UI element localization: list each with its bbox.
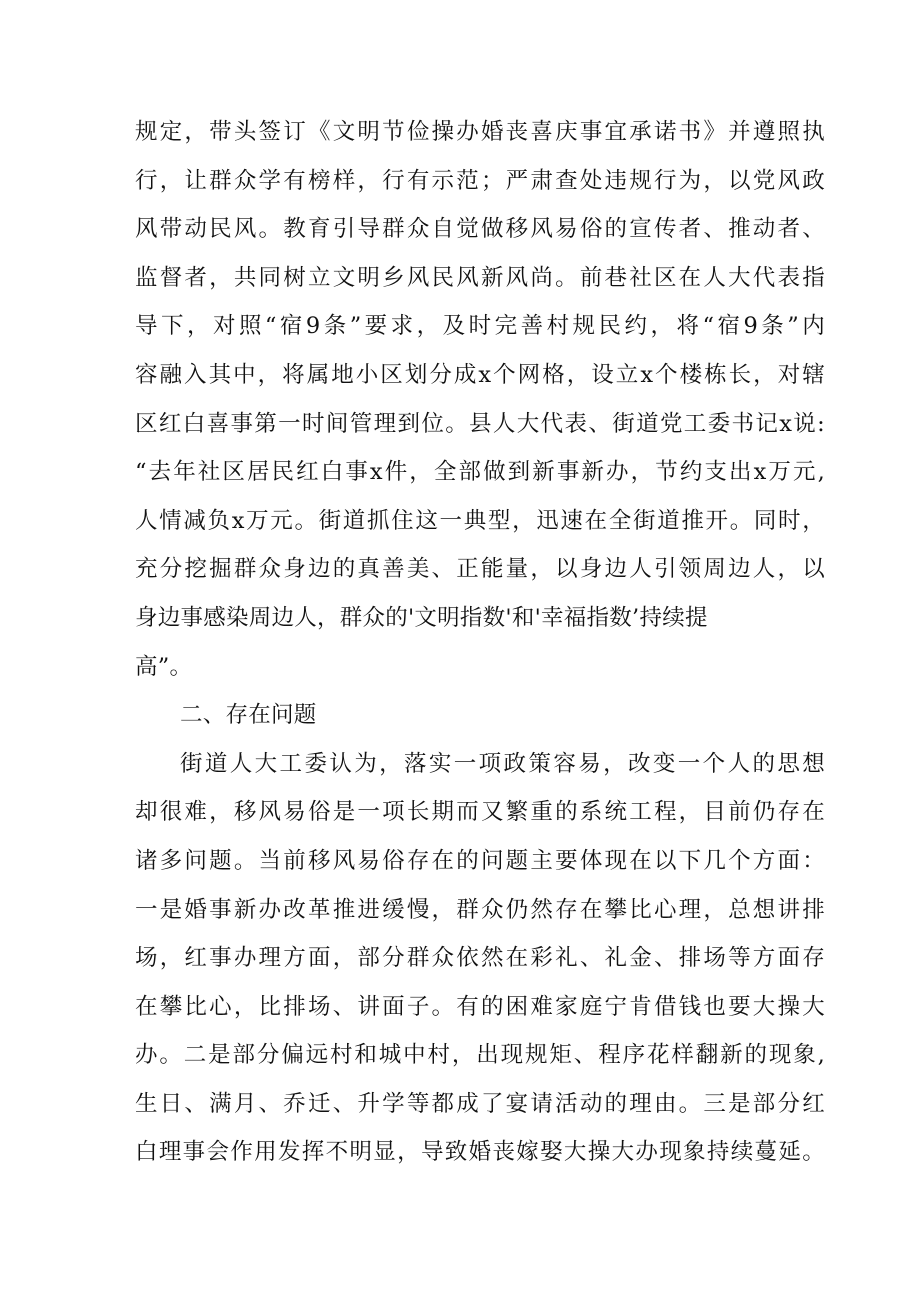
paragraph-1 — [135, 108, 825, 691]
paragraph-2 — [135, 740, 825, 1177]
text-line: 高”。 — [135, 653, 193, 680]
text-line: 办。二是部分偏远村和城中村，出现规矩、程序花样翻新的现象, — [135, 1042, 825, 1069]
text-line: 风带动民风。教育引导群众自觉做移风易俗的宣传者、推动者、 — [135, 216, 825, 243]
text-line: 街道人大工委认为，落实一项政策容易，改变一个人的思想 — [180, 750, 825, 777]
text-line: 充分挖掘群众身边的真善美、正能量，以身边人引领周边人，以 — [135, 556, 825, 583]
text-line: 却很难，移风易俗是一项长期而又繁重的系统工程，目前仍存在 — [135, 799, 825, 826]
text-line: 场，红事办理方面，部分群众依然在彩礼、礼金、排场等方面存 — [135, 945, 825, 972]
text-line: “去年社区居民红白事x件，全部做到新事新办，节约支出x万元, — [135, 459, 825, 486]
text-line: 导下，对照“宿9条”要求，及时完善村规民约，将“宿9条”内 — [135, 313, 825, 340]
text-line: 行，让群众学有榜样，行有示范；严肃查处违规行为，以党风政 — [135, 167, 825, 194]
text-line: 监督者，共同树立文明乡风民风新风尚。前巷社区在人大代表指 — [135, 264, 825, 291]
text-line: 诸多问题。当前移风易俗存在的问题主要体现在以下几个方面： — [135, 847, 825, 874]
text-line: 规定，带头签订《文明节俭操办婚丧喜庆事宜承诺书》并遵照执 — [135, 119, 825, 145]
text-line: 容融入其中，将属地小区划分成x个网格，设立x个楼栋长，对辖 — [135, 361, 825, 388]
section-heading: 二、存在问题 — [180, 702, 317, 729]
text-line: 身边事感染周边人，群众的'文明指数'和'幸福指数’持续提 — [135, 604, 708, 631]
text-line: 人情减负x万元。街道抓住这一典型，迅速在全街道推开。同时， — [135, 507, 825, 534]
text-line: 在攀比心，比排场、讲面子。有的困难家庭宁肯借钱也要大操大 — [135, 993, 825, 1020]
text-line: 区红白喜事第一时间管理到位。县人大代表、街道党工委书记x说: — [135, 410, 825, 437]
document-body — [135, 108, 825, 1177]
text-line: 生日、满月、乔迁、升学等都成了宴请活动的理由。三是部分红 — [135, 1090, 825, 1117]
text-line: 一是婚事新办改革推进缓慢，群众仍然存在攀比心理，总想讲排 — [135, 896, 825, 923]
text-line: 白理事会作用发挥不明显，导致婚丧嫁娶大操大办现象持续蔓延。 — [135, 1139, 825, 1166]
